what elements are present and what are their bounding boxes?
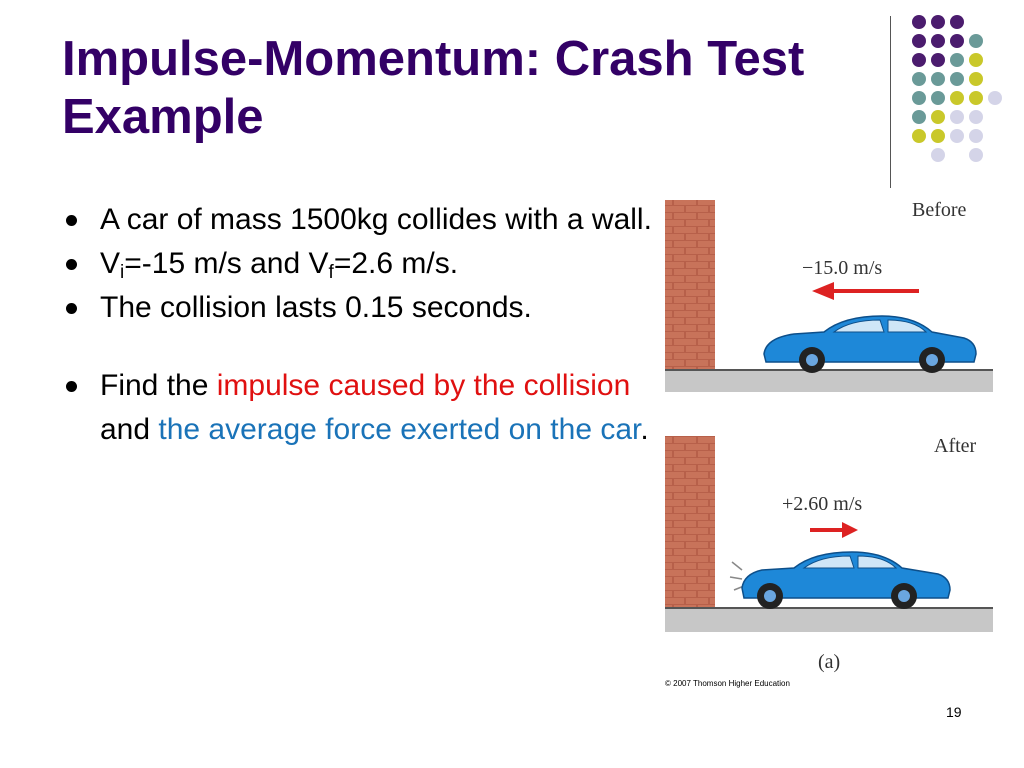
v-final-value: =2.6 m/s. [333,247,459,280]
crashed-car-icon [742,552,950,609]
v-initial-value: =-15 m/s and [124,247,309,280]
bullet-car-mass [64,198,654,242]
bullet-text: A car of mass 1500kg collides with a wall. [100,203,652,236]
left-arrow-icon [812,282,919,300]
bullet-collision-time [64,286,654,330]
ground [665,608,993,632]
bullet-list [64,198,654,452]
crash-test-figure [662,192,996,692]
page-number: 19 [946,704,962,720]
bullet-task [64,364,654,452]
task-text-1: Find the [100,369,217,402]
before-panel [665,199,993,392]
ground [665,370,993,392]
after-velocity-label: +2.60 m/s [782,493,863,515]
bullet-dot [66,215,77,226]
task-text-3: . [640,413,649,446]
v-initial-subscript: i [120,262,125,283]
figure-caption: (a) [818,651,841,673]
after-panel [665,435,993,632]
right-arrow-icon [810,522,858,538]
bullet-velocities [64,242,654,286]
v-final-subscript: f [328,262,334,283]
bullet-text: The collision lasts 0.15 seconds. [100,291,532,324]
bullet-dot [66,259,77,270]
brick-wall [665,200,715,376]
before-velocity-label: −15.0 m/s [802,257,883,279]
vertical-divider [890,16,891,188]
task-force-highlight: the average force exerted on the car [158,413,641,446]
bullet-dot [66,381,77,392]
copyright-notice: © 2007 Thomson Higher Education [665,679,790,688]
v-initial-symbol: V [100,247,121,280]
slide-title: Impulse-Momentum: Crash Test Example [62,32,805,144]
task-impulse-highlight: impulse caused by the collision [216,369,631,402]
task-text-2: and [100,413,159,446]
brick-wall [665,436,715,614]
bullet-dot [66,303,77,314]
v-final-symbol: V [308,247,329,280]
car-icon [764,316,976,373]
before-label: Before [912,199,967,221]
after-label: After [934,435,977,457]
